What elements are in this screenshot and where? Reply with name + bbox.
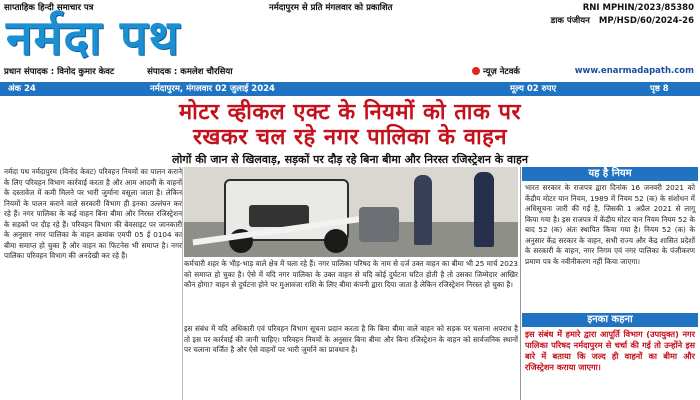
tagline: साप्ताहिक हिन्दी समाचार पत्र: [4, 3, 94, 13]
statement-box-title: इनका कहना: [522, 313, 698, 327]
main-headline: [0, 100, 700, 150]
dateline: नर्मदापुरम, मंगलवार 02 जुलाई 2024: [150, 84, 275, 94]
network-label: न्यूज़ नेटवर्क: [483, 67, 520, 77]
subheadline: लोगों की जान से खिलवाड़, सड़कों पर दौड़ रहे बिना बीमा और निरस्त रजिस्ट्रेशन के वाहन: [172, 153, 528, 166]
postal-number: MP/HSD/60/2024-26: [598, 16, 694, 26]
price: मूल्य 02 रुपए: [510, 84, 557, 94]
rule-box-text: भारत सरकार के राजपत्र द्वारा दिनांक 16 जनवरी 2021 को केंद्रीय मोटर यान नियम, 1989 में नियम 52 (क) के संशोधन में अधिसूचना जारी की गई है, जिसकी 1 अप्रैल 2021 से लागू किया गया है। इस राजपत्र में केंद्रीय मोटर यान नियम नियम 52 के बाद 52 (क) अंतः स्थापित किया गया है। नियम 52 (क) के अनुसार केंद्र सरकार के वाहन, सभी राज्य और केंद्र शासित प्रदेशों के सरकारी के वाहन, नगर निगम एवं नगर पालिका के पंजीकरण प्रमाण पत्र के नवीनीकरण नहीं किया जाएगा।: [525, 183, 695, 266]
sidebar-divider: [520, 167, 521, 400]
vehicle-wheel: [324, 229, 348, 253]
page-number: पृष्ठ 8: [650, 84, 669, 94]
two-wheeler-image: [359, 207, 399, 242]
postal-label: डाक पंजीयन: [550, 16, 590, 26]
column-divider: [182, 167, 183, 400]
chief-editor: प्रधान संपादक : विनोद कुमार केवट: [4, 67, 115, 77]
sidebar: [522, 167, 698, 400]
issue-info-bar: [0, 82, 700, 96]
newspaper-nameplate: नर्मदा पथ: [6, 10, 180, 66]
publication-note: नर्मदापुरम से प्रति मंगलवार को प्रकाशित: [269, 3, 393, 13]
masthead: [0, 0, 700, 82]
headline-line-1: मोटर व्हीकल एक्ट के नियमों को ताक पर: [179, 100, 521, 125]
statement-box-text: इस संबंध में हमारे द्वारा आपूर्ति विभाग (उपायुक्त) नगर पालिका परिषद नर्मदापुरम से चर्चा की गई तो उन्होंने इस बारे में बताया कि जल्द ही वाहनों का बीमा और रजिस्ट्रेशन कराया जाएगा।: [525, 329, 695, 372]
issue-number: अंक 24: [8, 84, 36, 94]
article-column-middle-lower: इस संबंध में यदि अधिकारी एवं परिवहन विभाग सूचना प्रदान करता है कि बिना बीमा वाले वाहन को सड़क पर चलाना अपराध है तो इस पर कार्रवाई की जानी चाहिए। परिवहन नियमों के अनुसार बिना बीमा और बिना रजिस्ट्रेशन के वाहन को सार्वजनिक स्थानों पर चलाना वर्जित है और ऐसे वाहनों पर भारी जुर्माने का प्रावधान है।: [184, 324, 518, 354]
person-figure: [474, 172, 494, 247]
postal-registration: [551, 15, 694, 28]
editor-credits: [4, 66, 263, 77]
person-figure: [414, 175, 432, 245]
article-column-middle: कर्मचारी शहर के भीड़-भाड़ वाले क्षेत्र में चला रहे हैं। नगर पालिका परिषद के नाम से दर्ज उक्त वाहन का बीमा भी 25 मार्च 2023 को समाप्त हो चुका है। ऐसे में यदि नगर पालिका के उक्त वाहन से यदि कोई दुर्घटना घटित होती है तो उसका जिम्मेदार आखिर कौन होगा? वाहन से दुर्घटना होने पर मुआवजा राशि के लिए बीमा कंपनी द्वारा दिया जाता है लेकिन रजिस्ट्रेशन निरस्त हो चुका है।: [184, 259, 518, 289]
rule-box-title: यह है नियम: [522, 167, 698, 181]
headline-line-2: रखकर चल रहे नगर पालिका के वाहन: [192, 125, 508, 150]
network-logo-icon: [472, 67, 480, 75]
news-network: [472, 66, 520, 77]
website-link[interactable]: www.enarmadapath.com: [574, 66, 694, 76]
editor: संपादक : कमलेश चौरसिया: [147, 67, 233, 77]
rni-number: RNI MPHIN/2023/85380: [582, 3, 694, 13]
news-photo: [184, 167, 518, 257]
article-column-left: नर्मदा पथ नर्मदापुरम (विनोद केवट) परिवहन नियमों का पालन कराने के लिए परिवहन विभाग कार्रवाई करता है और आम आदमी के वाहनों के दस्तावेज में कमी मिलने पर भारी जुर्माना वसूला जाता है। लेकिन नियमों के पालन कराने वाले सरकारी विभाग ही इनका उल्लंघन कर रहे हैं। नगर पालिका के कई वाहन बिना बीमा और निरस्त रजिस्ट्रेशन के सड़कों पर दौड़ रहे हैं। परिवहन विभाग की बेवसाइट पर जानकारी के अनुसार नगर पालिका के वाहन क्रमांक एमपी 05 ई 0104 का बीमा समाप्त हो चुका है और वाहन का फिटनेस भी समाप्त है। नगर पालिका परिवहन विभाग की अनदेखी कर रहे हैं।: [4, 167, 182, 260]
registration-info: [551, 2, 694, 28]
